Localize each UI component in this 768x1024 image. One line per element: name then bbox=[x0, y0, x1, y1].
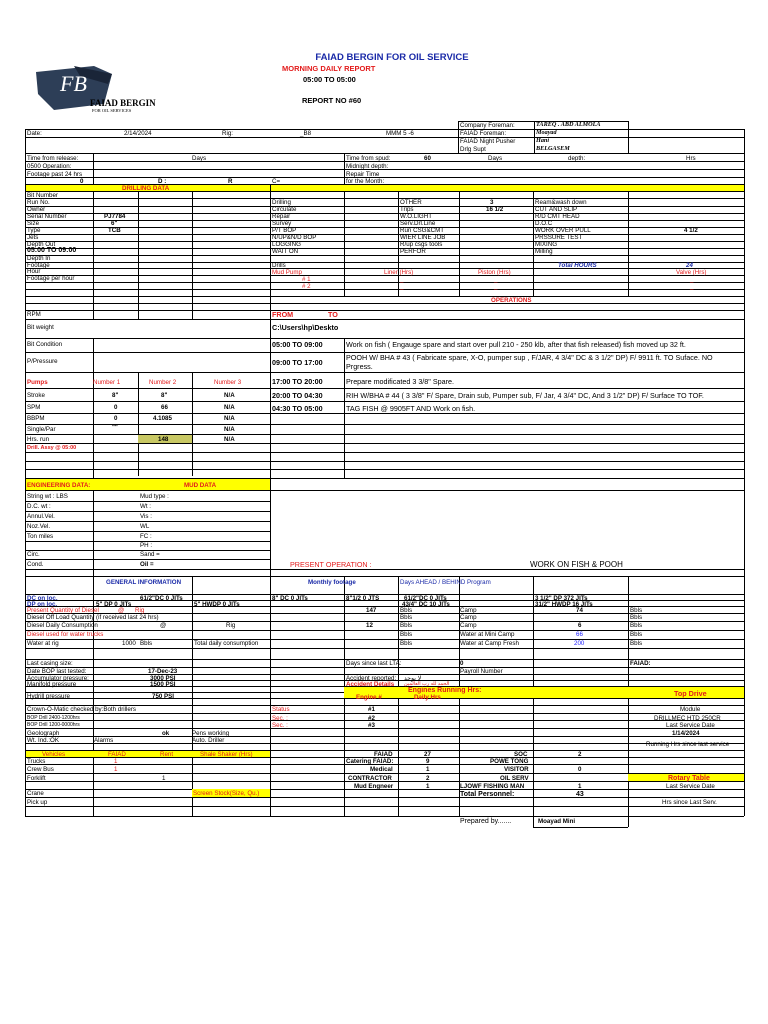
pumps-title: Pumps bbox=[27, 379, 48, 386]
mixing-activity: MIXING bbox=[535, 241, 558, 248]
footage-label: Footage past 24 hrs bbox=[27, 171, 83, 178]
accident-reported-label: Accident reported: bbox=[346, 675, 397, 682]
total-personnel-value: 43 bbox=[576, 791, 584, 798]
serial-number-value: PJ7784 bbox=[104, 213, 126, 220]
operations-to: TO bbox=[328, 310, 338, 319]
repair-time-label: Repair Time bbox=[346, 171, 380, 178]
engine-3: #3 bbox=[368, 722, 375, 729]
op-text-1: Work on fish ( Engauge spare and start over pull 210 - 250 klb, after that fish released) fish moved up 32 ft. bbox=[346, 340, 686, 349]
engine-2: #2 bbox=[368, 715, 375, 722]
offload-camp-bbls: Bbls bbox=[630, 614, 643, 621]
bop-test-label: Date BOP last tested: bbox=[27, 668, 87, 675]
vehicles-label: Vehicles bbox=[42, 751, 66, 758]
geolograph-label: Geolograph bbox=[27, 730, 60, 737]
shale-shaker-label: Shale Shaker (Hrs) bbox=[200, 751, 253, 758]
diesel-daily-qty: 12 bbox=[366, 622, 373, 629]
contractor-label: CONTRACTOR bbox=[348, 775, 392, 782]
status-label: Status bbox=[272, 706, 290, 713]
forklift-value: 1 bbox=[162, 775, 166, 782]
pt-bop-activity: P/T BOP bbox=[272, 227, 297, 234]
spm-p3: N/A bbox=[224, 404, 235, 411]
midnight-depth-label: Midnight depth: bbox=[346, 163, 389, 170]
engine-1: #1 bbox=[368, 706, 375, 713]
alarms-label: Alarms bbox=[94, 737, 114, 744]
work-over-pull-activity: WORK OVER PULL bbox=[535, 227, 591, 234]
rup-csgs-activity: R/up csgs tools bbox=[400, 241, 443, 248]
crown-o-matic-label: Crown-O-Matic checked by:Both drillers bbox=[27, 706, 137, 713]
faiad-colon-label: FAIAD: bbox=[630, 660, 651, 667]
diesel-rig-qty: 147 bbox=[366, 607, 377, 614]
medical-value: 1 bbox=[426, 766, 430, 773]
dc-43-value: 43/4" DC 10 JITs bbox=[402, 601, 450, 608]
doc-activity: D.O.C bbox=[535, 220, 553, 227]
rotary-table-title: Rotary Table bbox=[668, 775, 710, 782]
diesel-present-rig: Rig bbox=[135, 607, 145, 614]
spud-days-value: 60 bbox=[424, 155, 431, 162]
present-operation-value: WORK ON FISH & POOH bbox=[530, 560, 623, 569]
wier-line-activity: WIER LINE JOB bbox=[400, 234, 446, 241]
wt-ind-label: Wt. Ind.:OK bbox=[27, 737, 59, 744]
type-label: Type bbox=[27, 227, 41, 234]
water-rig-bbls: Bbls bbox=[140, 640, 153, 647]
mud-engineer-label: Mud Engneer bbox=[354, 783, 394, 790]
stroke-label: Stroke bbox=[27, 392, 45, 399]
eng-noz-vel: Noz.Vel. bbox=[27, 523, 51, 530]
crew-bus-label: Crew Bus bbox=[27, 766, 54, 773]
running-hrs-label: Running Hrs since last service bbox=[646, 741, 730, 748]
bop-test-date: 17-Dec-23 bbox=[148, 668, 178, 675]
mud-data-title: MUD DATA bbox=[184, 482, 217, 489]
catering-value: 9 bbox=[426, 758, 430, 765]
pump-number-2: Number 2 bbox=[149, 379, 177, 386]
hour-label: Hour bbox=[27, 268, 41, 275]
trips-activity: Trips bbox=[400, 206, 414, 213]
visitor-label: VISITOR bbox=[504, 766, 529, 773]
diesel-rig-bbls: Bbls bbox=[400, 607, 413, 614]
period-0509-label: 05:00 TO 09:00 bbox=[27, 247, 77, 254]
last-service-label: Last Service Date bbox=[666, 722, 715, 729]
oil-serv-label: OIL SERV bbox=[500, 775, 529, 782]
operations-title: OPERATIONS bbox=[491, 297, 532, 304]
pens-working-label: Pens working bbox=[192, 730, 230, 737]
staff-soc-value: 2 bbox=[578, 751, 582, 758]
pump2-piston: _ bbox=[494, 283, 498, 290]
top-drive-title: Top Drive bbox=[674, 689, 707, 698]
hwdp5-value: 5" HWDP 0 JITs bbox=[194, 601, 240, 608]
dc-on-loc-label: DC on loc. bbox=[27, 595, 58, 602]
hwdp31-value: 31/2" HWDP 16 JITs bbox=[535, 601, 593, 608]
accident-details-value: الحمد لله رب العالمين bbox=[404, 681, 450, 687]
bbpm-p1: 0 bbox=[114, 415, 118, 422]
work-over-pull-value: 4 1/2 bbox=[684, 227, 698, 234]
footage-zero: 0 bbox=[80, 178, 84, 185]
daily-bbls: Bbls bbox=[400, 622, 413, 629]
mud-pump-label: Mud Pump bbox=[272, 269, 302, 276]
diesel-daily-label: Diesel Daily Consumption bbox=[27, 622, 98, 629]
company-foreman-label: Company Foreman: bbox=[460, 122, 515, 129]
hydril-label: Hydrill pressure bbox=[27, 693, 70, 700]
pump2-liner: _ bbox=[400, 283, 404, 290]
serial-number-label: Serial Number bbox=[27, 213, 67, 220]
water-mini-camp-qty: 66 bbox=[576, 631, 583, 638]
catering-label: Catering FAIAD: bbox=[346, 758, 394, 765]
footage-per-hour-label: Footage per hour bbox=[27, 275, 75, 282]
dc-on-loc-value: 61/2"DC 0 JITs bbox=[140, 595, 183, 602]
type-value: TCB bbox=[108, 227, 121, 234]
ljowf-label: LJOWF FISHING MAN bbox=[460, 783, 525, 790]
single-par-p1: "" bbox=[112, 424, 118, 431]
days-ahead-label: Days AHEAD / BEHIND Program bbox=[400, 579, 491, 586]
eng-circ: Circ. bbox=[27, 551, 40, 558]
pump1-label: # 1 bbox=[302, 276, 311, 283]
bit-condition-label: Bit Condition bbox=[27, 341, 63, 348]
month-label: for the Month: bbox=[346, 178, 385, 185]
daily-hrs-label: Daily Hrs bbox=[414, 694, 441, 701]
date-value: 2/14/2024 bbox=[124, 130, 152, 137]
op-time-2: 09:00 TO 17:00 bbox=[272, 358, 323, 367]
trips-value: 16 1/2 bbox=[486, 206, 504, 213]
camp-fresh-bbls: Bbls bbox=[630, 640, 643, 647]
eng-annul-vel: Annul.Vel. bbox=[27, 513, 55, 520]
ljowf-value: 1 bbox=[578, 783, 582, 790]
company-foreman-value: TAREQ . ABD ALMOLA bbox=[536, 121, 601, 128]
accident-reported-value: لا يوجد bbox=[404, 675, 422, 682]
diesel-daily-rig: Rig bbox=[226, 622, 236, 629]
days-lta-value: 0 bbox=[460, 660, 464, 667]
op-text-3: Prepare modificated 3 3/8" Spare. bbox=[346, 377, 455, 386]
sec-label-2: Sec. : bbox=[272, 722, 288, 729]
dc-612-value: 61/2"DC 0 JITs bbox=[404, 595, 447, 602]
total-daily-consumption: Total daily consumption bbox=[194, 640, 259, 647]
hydril-value: 750 PSI bbox=[152, 693, 175, 700]
wo-light-activity: W.O.LIGHT bbox=[400, 213, 432, 220]
payroll-label: Payroll Number bbox=[460, 668, 503, 675]
total-hours-value: 24 bbox=[686, 262, 693, 269]
drillmec-value: DRILLMEC HTD 250CR bbox=[654, 715, 721, 722]
run-csg-activity: Run CSG&CMT bbox=[400, 227, 445, 234]
daily-camp-bbls: Bbls bbox=[630, 622, 643, 629]
night-pusher-value: Hani bbox=[536, 137, 550, 144]
diesel-camp-qty: 74 bbox=[576, 607, 583, 614]
offload-bbls: Bbls bbox=[400, 614, 413, 621]
company-title: FAIAD BERGIN FOR OIL SERVICE bbox=[315, 52, 469, 63]
staff-soc-label: SOC bbox=[514, 751, 528, 758]
release-days: Days bbox=[192, 155, 207, 162]
pump-number-1: Number 1 bbox=[93, 379, 121, 386]
logo-mark: FB bbox=[60, 71, 87, 96]
faiad-foreman-value: Moayad bbox=[536, 129, 557, 136]
rig-value: _B8 bbox=[300, 130, 312, 137]
engines-running-title: Engines Running Hrs: bbox=[408, 687, 482, 694]
op-text-2: POOH W/ BHA # 43 ( Fabricate spare, X-O, pumper sup , F/JAR, 4 3/4" DC & 3 1/2" DP) F/ 9911 ft. TO Suface. NO bbox=[346, 353, 713, 362]
auto-driller-label: Auto. Driller bbox=[192, 737, 225, 744]
pickup-label: Pick up bbox=[27, 799, 48, 806]
mud-sand: Sand = bbox=[140, 551, 160, 558]
forklift-label: Forklift bbox=[27, 775, 46, 782]
drlg-supt-label: Drlg Supt bbox=[460, 146, 486, 153]
mini-camp-bbls: Bbls bbox=[630, 631, 643, 638]
piston-label: Piston (Hrs) bbox=[478, 269, 511, 276]
mud-engineer-value: 1 bbox=[426, 783, 430, 790]
perfor-activity: PERFOR bbox=[400, 248, 426, 255]
crew-bus-value: 1 bbox=[114, 766, 118, 773]
engine-no-label: Engine # bbox=[356, 694, 382, 701]
bit-number-label: Bit Number bbox=[27, 192, 58, 199]
activities-bar bbox=[271, 185, 744, 191]
valve-label: Valve (Hrs) bbox=[676, 269, 707, 276]
offload-camp: Camp bbox=[460, 614, 477, 621]
mud-wt: Wt : bbox=[140, 503, 151, 510]
spud-days-unit: Days bbox=[488, 155, 503, 162]
op0500-label: 0500 Operation: bbox=[27, 163, 72, 170]
nup-bop-activity: N/UP&N/D BOP bbox=[272, 234, 317, 241]
logging-activity: LOGGING bbox=[272, 241, 301, 248]
op-time-1: 05:00 TO 09:00 bbox=[272, 340, 323, 349]
mud-fc: FC : bbox=[140, 533, 152, 540]
water-mini-camp-label: Water at Mini Camp bbox=[460, 631, 515, 638]
dp-on-loc-label: DP on loc. bbox=[27, 601, 58, 608]
manifold-label: Manifold pressure bbox=[27, 681, 77, 688]
accumulator-value: 3000 PSI bbox=[150, 675, 176, 682]
general-info-title: GENERAL INFORMATION bbox=[106, 579, 182, 586]
hrs-run-p3: N/A bbox=[224, 436, 235, 443]
mud-oil: Oil = bbox=[140, 561, 154, 568]
last-casing-label: Last casing size: bbox=[27, 660, 73, 667]
time-range: 05:00 TO 05:00 bbox=[303, 75, 356, 84]
repair-activity: Repair bbox=[272, 213, 291, 220]
mud-type: Mud type : bbox=[140, 493, 169, 500]
contractor-value: 2 bbox=[426, 775, 430, 782]
water-camp-fresh-qty: 200 bbox=[574, 640, 585, 647]
pump-number-3: Number 3 bbox=[214, 379, 242, 386]
vehicles-rent: Rent bbox=[160, 751, 174, 758]
diesel-daily-at: @ bbox=[160, 622, 167, 629]
run-no-label: Run No. bbox=[27, 199, 50, 206]
water-rig-qty: 1000 bbox=[122, 640, 136, 647]
dc-8-value: 8" DC 0 JITs bbox=[272, 595, 308, 602]
depth-label: depth: bbox=[568, 155, 586, 162]
diesel-camp-label: Camp bbox=[460, 607, 477, 614]
medical-label: Medical bbox=[370, 766, 393, 773]
rd-cmt-head-activity: R/D CMT HEAD bbox=[535, 213, 580, 220]
time-spud-label: Time from spud: bbox=[346, 155, 391, 162]
eng-cond: Cond. bbox=[27, 561, 44, 568]
total-personnel-label: Total Personnel: bbox=[460, 791, 515, 798]
wait-on-activity: WAIT ON bbox=[272, 248, 299, 255]
dc-8-12-value: 8"1/2 0 JTS bbox=[346, 595, 380, 602]
bbpm-p2: 4.1085 bbox=[153, 415, 172, 422]
spm-p2: 66 bbox=[161, 404, 168, 411]
stroke-p1: 8" bbox=[112, 392, 119, 399]
hrs-since-last-serv: Hrs since Last Serv. bbox=[662, 799, 717, 806]
bbpm-label: BBPM bbox=[27, 415, 45, 422]
op-time-4: 20:00 TO 04:30 bbox=[272, 391, 323, 400]
op-text-2b: Prgress. bbox=[346, 362, 373, 371]
mud-wl: WL bbox=[140, 523, 150, 530]
pump1-liner: _ bbox=[400, 276, 404, 283]
report-number: REPORT NO #60 bbox=[302, 96, 362, 105]
op-time-3: 17:00 TO 20:00 bbox=[272, 377, 323, 386]
serv-drl-line-activity: Serv.Drl.Line bbox=[400, 220, 436, 227]
other-value: 3 bbox=[490, 199, 494, 206]
pump1-valve: _ bbox=[690, 276, 694, 283]
water-rig-label: Water at rig bbox=[27, 640, 59, 647]
daily-camp: Camp bbox=[460, 622, 477, 629]
trucks-value: 1 bbox=[114, 758, 118, 765]
op-time-5: 04:30 TO 05:00 bbox=[272, 404, 323, 413]
single-par-p3: N/A bbox=[224, 426, 235, 433]
date-label: Date: bbox=[27, 130, 42, 137]
report-title: MORNING DAILY REPORT bbox=[282, 64, 376, 73]
rpm-label: RPM bbox=[27, 311, 41, 318]
drilling-activity: Drilling bbox=[272, 199, 291, 206]
diesel-present-label: Present Quantity of Diesel bbox=[27, 607, 99, 614]
staff-faiad-value: 27 bbox=[424, 751, 431, 758]
dp-372-value: 3 1/2" DP 372 JITs bbox=[535, 595, 588, 602]
r-label: R bbox=[228, 178, 233, 185]
hrs-run-p2: 148 bbox=[158, 436, 169, 443]
other-activity: OTHER bbox=[400, 199, 422, 206]
prepared-by-label: Prepared by....... bbox=[460, 818, 512, 825]
daily-camp-qty: 6 bbox=[578, 622, 582, 629]
screen-stock-label: Screen Stock(Size, Qu.) bbox=[193, 790, 260, 797]
manifold-value: 1500 PSI bbox=[150, 681, 176, 688]
op-text-4: RIH W/BHA # 44 ( 3 3/8" F/ Spare, Drain sub, Pumper sub, F/ Jar, 4 3/4" DC, And 3 1/2" DP) F/ Surface TO TOF. bbox=[346, 391, 704, 400]
diesel-camp-bbls: Bbls bbox=[630, 607, 643, 614]
sec-label-1: Sec. : bbox=[272, 715, 288, 722]
drills-activity: Drills bbox=[272, 262, 286, 269]
drilling-data-title: DRILLING DATA bbox=[122, 185, 170, 192]
eng-string-wt: String wt : LBS bbox=[27, 493, 68, 500]
operations-from: FROM bbox=[272, 310, 294, 319]
stroke-p2: 8" bbox=[161, 392, 168, 399]
present-operation-label: PRESENT OPERATION : bbox=[290, 560, 372, 569]
time-release-label: Time from release: bbox=[27, 155, 79, 162]
eng-dc-wt: D.C. wt : bbox=[27, 503, 51, 510]
vehicles-faiad: FAIAD bbox=[108, 751, 126, 758]
powe-tong-label: POWE TONG bbox=[490, 758, 529, 765]
monthly-footage-label: Monthly footage bbox=[308, 579, 356, 586]
dp-on-loc-value: 5" DP 0 JITs bbox=[96, 601, 132, 608]
eng-ton-miles: Ton miles bbox=[27, 533, 54, 540]
p-pressure-label: P/Pressure bbox=[27, 358, 58, 365]
module-label: Module bbox=[680, 706, 701, 713]
milling-activity: Milling bbox=[535, 248, 553, 255]
logo-name: FAIAD BERGIN bbox=[90, 98, 156, 108]
accident-details-label: Accident Details bbox=[346, 681, 395, 688]
size-label: Size bbox=[27, 220, 40, 227]
trucks-bbls: Bbls bbox=[400, 631, 413, 638]
diesel-trucks-label: Diesel used for water trucks bbox=[27, 631, 104, 638]
night-pusher-label: FAIAD Night Pusher bbox=[460, 138, 516, 145]
spm-p1: 0 bbox=[114, 404, 118, 411]
crane-label: Crane bbox=[27, 790, 44, 797]
mud-ph: PH : bbox=[140, 542, 153, 549]
last-service-date: 1/14/2024 bbox=[672, 730, 700, 737]
faiad-foreman-label: FAIAD Foreman: bbox=[460, 130, 507, 137]
rotary-last-service: Last Service Date bbox=[666, 783, 715, 790]
total-hours-label: Total HOURS bbox=[558, 262, 597, 269]
cut-slip-activity: CUT AND SLIP bbox=[535, 206, 578, 213]
ream-wash-activity: Ream&wash down bbox=[535, 199, 587, 206]
hrs-label: Hrs bbox=[686, 155, 696, 162]
logo-subtitle: FOR OIL SERVICES bbox=[92, 108, 132, 113]
diesel-present-at: @ bbox=[118, 607, 125, 614]
hrs-run-label: Hrs. run bbox=[27, 436, 50, 443]
survey-activity: Survey bbox=[272, 220, 292, 227]
visitor-value: 0 bbox=[578, 766, 582, 773]
spm-label: SPM bbox=[27, 404, 41, 411]
pump2-valve: _ bbox=[690, 283, 694, 290]
engineering-title: ENGINEERING DATA: bbox=[27, 482, 91, 489]
d-label: D : bbox=[158, 178, 167, 185]
location-value: MMM 5 -6 bbox=[386, 130, 414, 137]
rig-label: Rig: bbox=[222, 130, 234, 137]
pump2-label: # 2 bbox=[302, 283, 311, 290]
pump1-piston: _ bbox=[494, 276, 498, 283]
staff-faiad-label: FAIAD bbox=[374, 751, 393, 758]
depth-out-label: Depth Out bbox=[27, 241, 56, 248]
operations-path: C:\Users\hp\Deskto bbox=[272, 323, 339, 332]
c-label: C= bbox=[272, 178, 281, 185]
engines-bar bbox=[344, 687, 628, 698]
size-value: 6" bbox=[111, 220, 118, 227]
stroke-p3: N/A bbox=[224, 392, 235, 399]
pressure-test-activity: PRSSURE TEST bbox=[535, 234, 583, 241]
mud-vis: Vis : bbox=[140, 513, 152, 520]
bop-drill-2-label: BOP Drill 1200-0000hrs bbox=[27, 722, 80, 728]
prepared-by-name: Moayad Mini bbox=[538, 818, 576, 825]
jets-label: Jets bbox=[27, 234, 39, 241]
drill-assy-label: Drill. Assy @ 05:00 bbox=[27, 445, 77, 451]
op-text-5: TAG FISH @ 9905FT AND Work on fish. bbox=[346, 404, 476, 413]
water-camp-fresh-label: Water at Camp Fresh bbox=[460, 640, 519, 647]
circulate-activity: Circulate bbox=[272, 206, 297, 213]
drlg-supt-value: BELGASEM bbox=[536, 145, 570, 152]
accumulator-label: Accumulator pressure: bbox=[27, 675, 89, 682]
water-fresh-bbls-left: Bbls bbox=[400, 640, 413, 647]
bit-weight-label: Bit weight bbox=[27, 324, 54, 331]
days-lta-label: Days since last LTA: bbox=[346, 660, 402, 667]
bbpm-p3: N/A bbox=[224, 415, 235, 422]
single-par-label: Single/Par bbox=[27, 426, 56, 433]
liner-label: Liner (Hrs) bbox=[384, 269, 414, 276]
diesel-offload-label: Diesel Off Load Quantity (if received last 24 hrs) bbox=[27, 614, 159, 621]
footage-row-label: Footage bbox=[27, 262, 50, 269]
bop-drill-1-label: BOP Drill 2400-1200hrs bbox=[27, 715, 80, 721]
trucks-label: Trucks bbox=[27, 758, 46, 765]
depth-in-label: Depth In bbox=[27, 255, 51, 262]
geolograph-ok: ok bbox=[162, 730, 170, 737]
owner-label: Owner bbox=[27, 206, 46, 213]
